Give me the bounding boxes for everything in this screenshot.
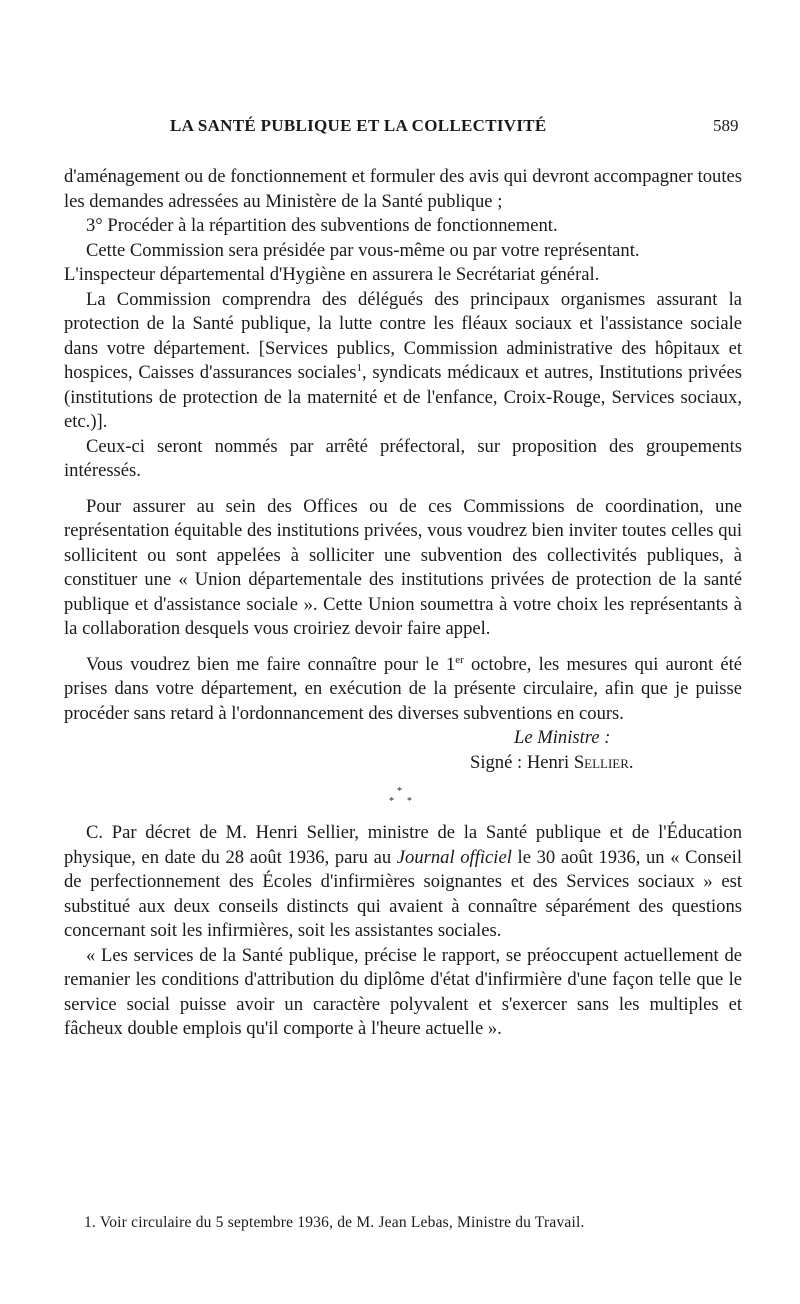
page-number: 589 [713,116,739,135]
footnote-reference: 1 [356,361,362,374]
asterisk-glyph: * [389,796,394,807]
signature-block [64,726,742,775]
asterism-separator [64,775,742,821]
asterisk-glyph: * [407,796,412,807]
paragraph-commission-members [64,288,742,435]
paragraph-text: C. Par décret de M. Henri Sellier, ministre de la Santé publique et de l'Éducation physique, en date du 28 août 1936, paru au [64,822,742,868]
paragraph-continuation: d'aménagement ou de fonctionnement et formuler des avis qui devront accompagner toutes les demandes adressées au Ministère de la Santé publique ; [64,166,742,212]
paragraph-text: Vous voudrez bien me faire connaître pour le 1 [86,653,456,675]
paragraph-presidency: Cette Commission sera présidée par vous-même ou par votre représentant. [86,239,640,261]
paragraph-secretariat: L'inspecteur départemental d'Hygiène en assurera le Secrétariat général. [64,264,600,285]
signature-signed [64,751,742,776]
paragraph-nomination: Ceux-ci seront nommés par arrêté préfectoral, sur proposition des groupements intéressés. [64,435,742,481]
paragraph-text: octobre, les mesures qui auront été prises dans votre département, en exécution de la présente circulaire, afin que je puisse procéder sans retard à l'ordonnancement des diverses subventions en cours. [64,653,742,724]
paragraph-union: Pour assurer au sein des Offices ou de ces Commissions de coordination, une représentation équitable des institutions privées, vous voudrez bien inviter toutes celles qui sollicitent ou sont appelées à solliciter une subvention des collectivités publiques, à constituer une « Union départementale des institutions privées de protection de la santé publique et d'assistance sociale ». Cette Union soumettra à votre choix les représentants à la collaboration desquels vous croiriez devoir faire appel. [64,495,742,639]
asterisk-glyph: * [397,786,402,797]
paragraph-text: le 30 août 1936, un « Conseil de perfectionnement des Écoles d'infirmières soignantes et des Services sociaux » est substitué aux deux conseils distincts qui avaient à connaître séparément des questions concernant soit les infirmières, soit les assistantes sociales. [64,846,742,941]
paragraph-report-quote: « Les services de la Santé publique, précise le rapport, se préoccupent actuellement de remanier les conditions d'attribution du diplôme d'état d'infirmière d'une façon telle que le service social puisse avoir un caractère polyvalent et s'exercer sans les multiples et fâcheux double emplois qu'il comporte à l'heure actuelle ». [64,944,742,1039]
running-head [0,116,800,140]
body-text [64,165,742,1042]
ordinal-superscript: er [455,653,464,666]
paragraph-item-3: 3° Procéder à la répartition des subventions de fonctionnement. [86,215,558,236]
paragraph-decree [64,821,742,944]
footnote: 1. Voir circulaire du 5 septembre 1936, de M. Jean Lebas, Ministre du Travail. [84,1214,585,1231]
paragraph-text: , syndicats médicaux et autres, Institutions privées (institutions de protection de la maternité et de l'enfance, Croix-Rouge, Services sociaux, etc.)]. [64,362,743,432]
signature-title: Le Ministre : [514,727,611,748]
paragraph-deadline [64,653,742,727]
signature-name: Sellier. [573,751,634,773]
signature-prefix: Signé : Henri [470,751,574,773]
paragraph-text: La Commission comprendra des délégués des principaux organismes assurant la protection de la Santé publique, la lutte contre les fléaux sociaux et l'assistance sociale dans votre département. [Services publics, Commission administrative des hôpitaux et hospices, Caisses d'assurances sociales [64,288,742,383]
running-title: LA SANTÉ PUBLIQUE ET LA COLLECTIVITÉ [170,116,547,135]
journal-title: Journal officiel [396,846,512,868]
